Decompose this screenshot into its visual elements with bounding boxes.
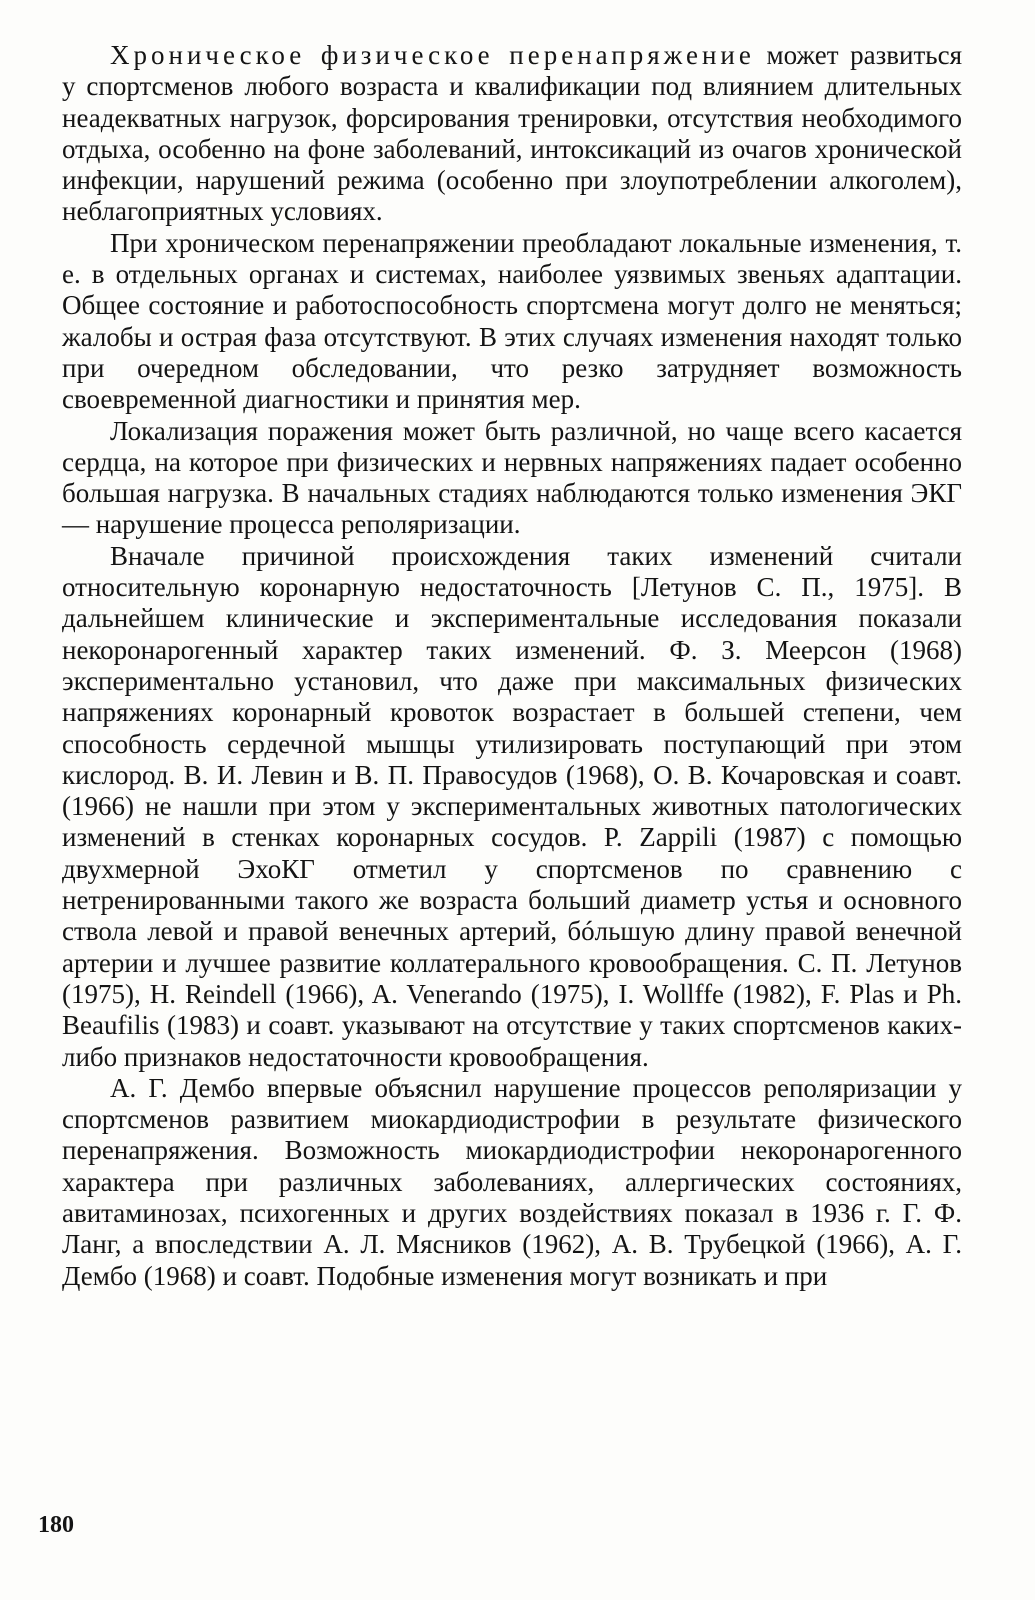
paragraph-1 bbox=[62, 40, 962, 228]
paragraph-4: Вначале причиной происхождения таких изменений считали относительную коронарную недостаточность [Летунов С. П., 1975]. В дальнейшем клинические и экспериментальные исследования показали некоронарогенный характер таких изменений. Ф. З. Меерсон (1968) экспериментально установил, что даже при максимальных физических напряжениях коронарный кровоток возрастает в большей степени, чем способность сердечной мышцы утилизировать поступающий при этом кислород. В. И. Левин и В. П. Правосудов (1968), О. В. Кочаровская и соавт. (1966) не нашли при этом у экспериментальных животных патологических изменений в стенках коронарных сосудов. P. Zappili (1987) с помощью двухмерной ЭхоКГ отметил у спортсменов по сравнению с нетренированными такого же возраста больший диаметр устья и основного ствола левой и правой венечных артерий, бóльшую длину правой венечной артерии и лучшее развитие коллатерального кровообращения. С. П. Летунов (1975), H. Reindell (1966), A. Venerando (1975), I. Wollffe (1982), F. Plas и Ph. Beaufilis (1983) и соавт. указывают на отсутствие у таких спортсменов каких-либо признаков недостаточности кровообращения. bbox=[62, 540, 962, 1072]
paragraph-3: Локализация поражения может быть различной, но чаще всего касается сердца, на которое при физических и нервных напряжениях падает особенно большая нагрузка. В начальных стадиях наблюдаются только изменения ЭКГ — нарушение процесса реполяризации. bbox=[62, 415, 962, 540]
paragraph-2: При хроническом перенапряжении преобладают локальные изменения, т. е. в отдельных органах и системах, наиболее уязвимых звеньях адаптации. Общее состояние и работоспособность спортсмена могут долго не меняться; жалобы и острая фаза отсутствуют. В этих случаях изменения находят только при очередном обследовании, что резко затрудняет возможность своевременной диагностики и принятия мер. bbox=[62, 227, 962, 415]
body-text bbox=[62, 40, 962, 1292]
paragraph-1-lead: Хроническое физическое перенапряжение bbox=[110, 40, 755, 70]
paragraph-1-text: может развиться у спортсменов любого возраста и квалификации под влиянием длительных неадекватных нагрузок, форсирования тренировки, отсутствия необходимого отдыха, особенно на фоне заболеваний, интоксикаций из очагов хронической инфекции, нарушений режима (особенно при злоупотреблении алкоголем), неблагоприятных условиях. bbox=[62, 40, 962, 227]
paragraph-5: А. Г. Дембо впервые объяснил нарушение процессов реполяризации у спортсменов развитием миокардиодистрофии в результате физического перенапряжения. Возможность миокардиодистрофии некоронарогенного характера при различных заболеваниях, аллергических состояниях, авитаминозах, психогенных и других воздействиях показал в 1936 г. Г. Ф. Ланг, а впоследствии А. Л. Мясников (1962), А. В. Трубецкой (1966), А. Г. Дембо (1968) и соавт. Подобные изменения могут возникать и при bbox=[62, 1072, 962, 1291]
page-number: 180 bbox=[38, 1512, 74, 1538]
